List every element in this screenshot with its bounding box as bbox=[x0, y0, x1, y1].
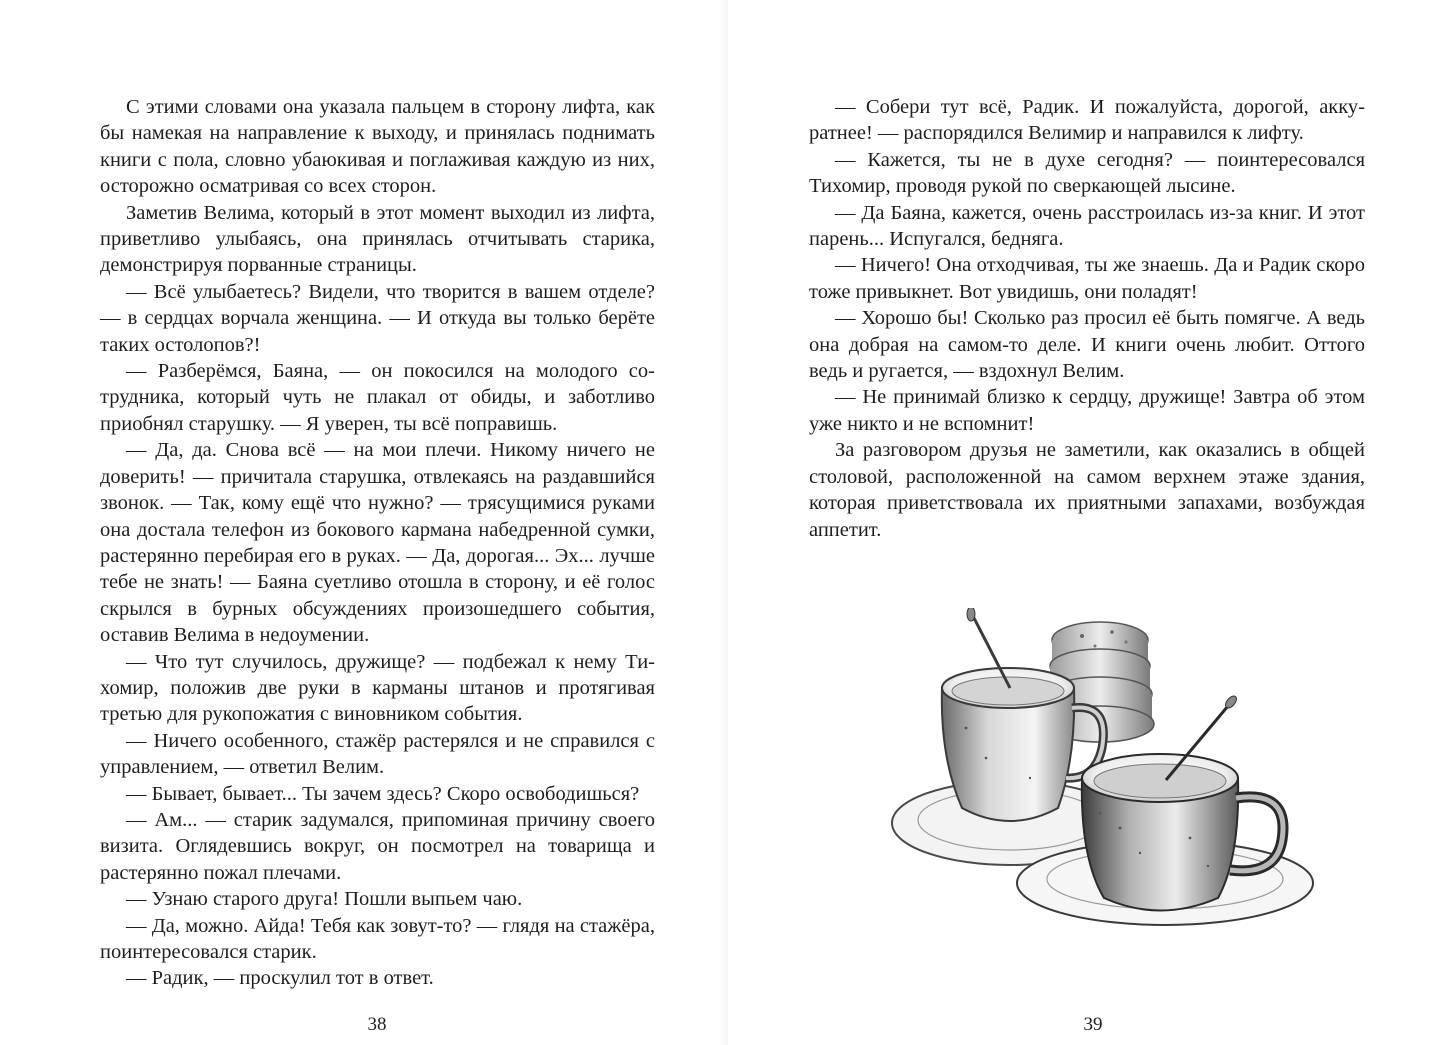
paragraph: — Да Баяна, кажется, очень расстроилась из-за книг. И этот парень... Испугался, бедняга. bbox=[809, 201, 1365, 251]
right-page bbox=[728, 0, 1456, 1045]
paragraph: — Не принимай близко к сердцу, дружище! Завтра об этом уже никто и не вспомнит! bbox=[809, 386, 1365, 435]
paragraph: — Да, можно. Айда! Тебя как зовут-то? — глядя на стажёра, поинтересовался старик. bbox=[100, 914, 655, 963]
page-number-left: 38 bbox=[367, 1014, 387, 1035]
right-page-text bbox=[809, 94, 1365, 543]
page-number-right: 39 bbox=[1083, 1014, 1103, 1035]
paragraph: За разговором друзья не заметили, как оказались в общей столовой, расположенной на самом верхнем этаже здания, которая приветствовала их приятными запахами, возбуждая аппетит. bbox=[809, 439, 1365, 541]
paragraph: — Бывает, бывает... Ты зачем здесь? Скоро освободишься? bbox=[126, 782, 640, 805]
paragraph: — Узнаю старого друга! Пошли выпьем чаю. bbox=[126, 888, 523, 911]
tea-cups-sketch-icon bbox=[890, 608, 1320, 928]
paragraph: — Разберёмся, Баяна, — он покосился на молодого сотрудника, который чуть не плакал от обиды, и заботливо приобнял старушку. — Я уверен, ты всё поправишь. bbox=[100, 360, 655, 435]
paragraph: — Кажется, ты не в духе сегодня? — поинтересовался Тихомир, проводя рукой по сверкающей лысине. bbox=[809, 148, 1365, 198]
paragraph: — Ам... — старик задумался, припоминая причину своего визита. Оглядевшись вокруг, он посмотрел на товарища и растерянно пожал плечами. bbox=[100, 808, 655, 884]
paragraph: — Да, да. Снова всё — на мои плечи. Никому ничего не доверить! — причитала старушка, отвлекаясь на раздавшийся звонок. — Так, кому ещё что нужно? — трясущимися руками она достала телефон из бокового кармана набедренной сумки, растерянно перебирая его в руках. — Да, дорогая... Эх... лучше тебе не знать! — Баяна суетливо отошла в сторону, и её голос скрылся в бурных обсуждениях произошедшего события, оставив Велима в недоумении. bbox=[100, 439, 655, 647]
left-page-text bbox=[100, 94, 655, 992]
paragraph: — Радик, — проскулил тот в ответ. bbox=[126, 967, 434, 990]
paragraph: Заметив Велима, который в этот момент выходил из лифта, приветливо улыбаясь, она принялась отчитывать старика, демонстрируя порванные страницы. bbox=[100, 201, 655, 277]
paragraph: — Собери тут всё, Радик. И пожалуйста, дорогой, аккуратнее! — распорядился Велимир и направился к лифту. bbox=[809, 96, 1365, 145]
paragraph: — Всё улыбаетесь? Видели, что творится в вашем отделе? — в сердцах ворчала женщина. — И откуда вы только берёте таких остолопов?! bbox=[100, 280, 655, 356]
paragraph: С этими словами она указала пальцем в сторону лифта, как бы намекая на направление к выходу, и принялась поднимать книги с пола, словно убаюкивая и поглаживая каждую из них, осторожно осматривая со всех сторон. bbox=[100, 96, 655, 198]
paragraph: — Ничего особенного, стажёр растерялся и не справился с управлением, — ответил Велим. bbox=[100, 729, 655, 779]
paragraph: — Что тут случилось, дружище? — подбежал к нему Тихомир, положив две руки в карманы штанов и протягивая третью для рукопожатия с виновником события. bbox=[100, 650, 655, 726]
paragraph: — Хорошо бы! Сколько раз просил её быть помягче. А ведь она добрая на самом-то деле. И книги очень любит. Оттого ведь и ругается, — вздохнул Велим. bbox=[809, 307, 1365, 383]
paragraph: — Ничего! Она отходчивая, ты же знаешь. Да и Радик скоро тоже привыкнет. Вот увидишь, они поладят! bbox=[809, 254, 1365, 303]
